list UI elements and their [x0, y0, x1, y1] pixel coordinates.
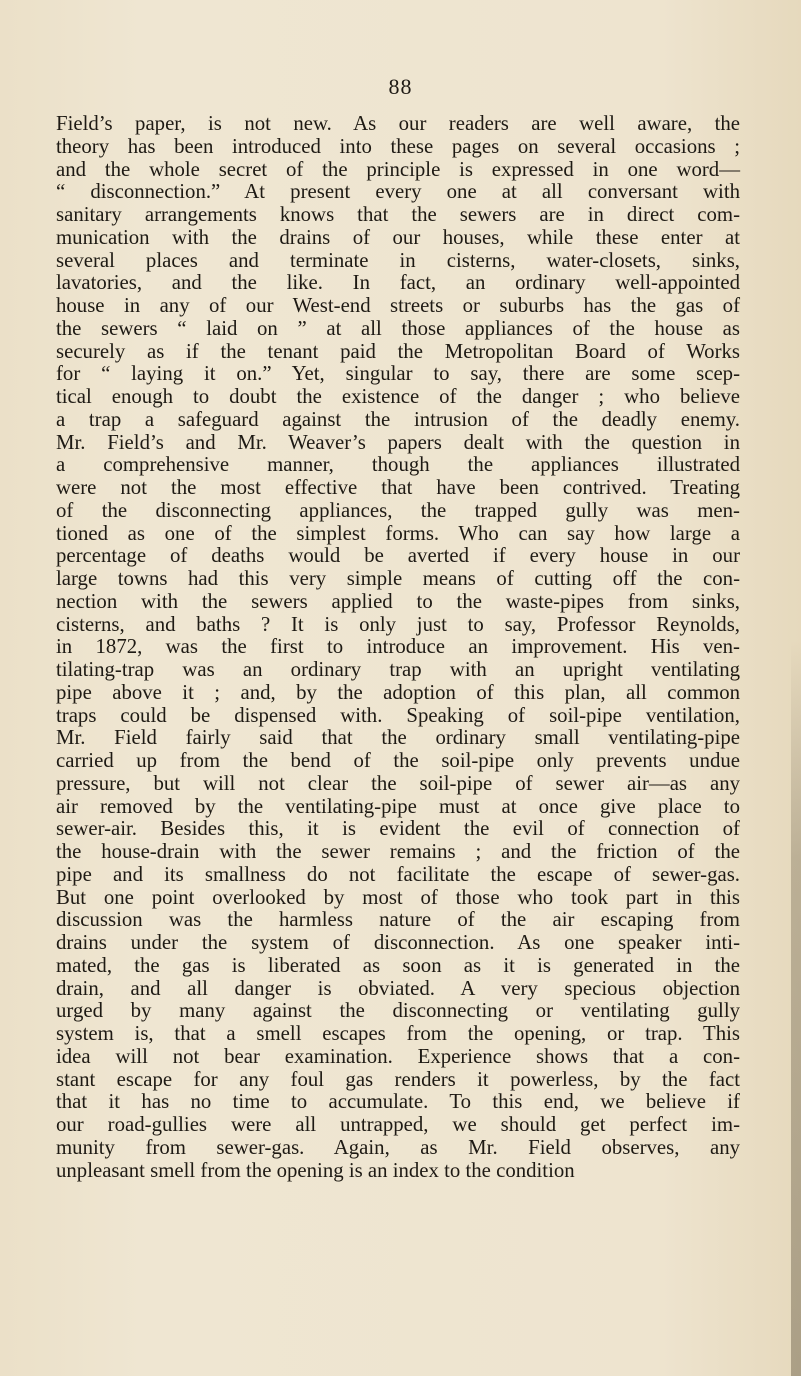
text-line: But one point overlooked by most of those who took part in this — [56, 885, 740, 909]
text-line: urged by many against the disconnecting or ventilating gully — [56, 999, 740, 1023]
text-line: unpleasant smell from the opening is an index to the condition — [56, 1158, 575, 1182]
text-line: pressure, but will not clear the soil-pipe of sewer air—as any — [56, 771, 740, 795]
text-line: drains under the system of disconnection. As one speaker inti- — [56, 931, 740, 954]
text-line: Mr. Field fairly said that the ordinary small ventilating-pipe — [56, 726, 740, 750]
text-line: Field’s paper, is not new. As our readers are well aware, the — [56, 112, 740, 135]
text-line: pipe above it ; and, by the adoption of this plan, all common — [56, 680, 740, 704]
text-line: house in any of our West-end streets or suburbs has the gas of — [56, 294, 740, 317]
text-line: air removed by the ventilating-pipe must at once give place to — [56, 794, 740, 818]
text-line: munication with the drains of our houses, while these enter at — [56, 225, 740, 249]
text-line: lavatories, and the like. In fact, an ordinary well-appointed — [56, 271, 740, 295]
text-line: our road-gullies were all untrapped, we should get perfect im- — [56, 1113, 740, 1136]
text-line: nection with the sewers applied to the waste-pipes from sinks, — [56, 589, 740, 613]
text-line: stant escape for any foul gas renders it powerless, by the fact — [56, 1067, 740, 1091]
text-line: tioned as one of the simplest forms. Who can say how large a — [56, 521, 740, 545]
text-line: a trap a safeguard against the intrusion of the deadly enemy. — [56, 407, 740, 431]
text-line: the sewers “ laid on ” at all those appliances of the house as — [56, 316, 740, 340]
text-line: and the whole secret of the principle is expressed in one word— — [56, 157, 740, 181]
page-number: 88 — [388, 74, 413, 99]
text-line: idea will not bear examination. Experience shows that a con- — [56, 1044, 740, 1068]
text-line: in 1872, was the first to introduce an improvement. His ven- — [56, 635, 740, 659]
text-line: Mr. Field’s and Mr. Weaver’s papers dealt with the question in — [56, 430, 740, 454]
text-line: sanitary arrangements knows that the sewers are in direct com- — [56, 203, 740, 226]
page-edge-shadow — [791, 640, 801, 1376]
text-line: sewer-air. Besides this, it is evident the evil of connection of — [56, 817, 740, 841]
text-line: percentage of deaths would be averted if every house in our — [56, 544, 740, 568]
text-line: securely as if the tenant paid the Metropolitan Board of Works — [56, 339, 740, 363]
text-line: mated, the gas is liberated as soon as it is generated in the — [56, 953, 740, 977]
text-line: the house-drain with the sewer remains ; and the friction of the — [56, 840, 740, 863]
text-line: of the disconnecting appliances, the trapped gully was men- — [56, 498, 740, 522]
text-line: tilating-trap was an ordinary trap with an upright ventilating — [56, 658, 740, 681]
text-line: theory has been introduced into these pages on several occasions ; — [56, 134, 740, 158]
text-line: carried up from the bend of the soil-pipe only prevents undue — [56, 749, 740, 772]
text-line: “ disconnection.” At present every one at all conversant with — [56, 180, 740, 204]
text-line: a comprehensive manner, though the appliances illustrated — [56, 453, 740, 477]
text-line: that it has no time to accumulate. To this end, we believe if — [56, 1090, 740, 1114]
text-line: system is, that a smell escapes from the opening, or trap. This — [56, 1022, 740, 1045]
text-line: pipe and its smallness do not facilitate the escape of sewer-gas. — [56, 862, 740, 886]
text-line: for “ laying it on.” Yet, singular to say, there are some scep- — [56, 362, 740, 386]
text-line: were not the most effective that have been contrived. Treating — [56, 476, 740, 499]
text-line: drain, and all danger is obviated. A very specious objection — [56, 976, 740, 1000]
body-text — [56, 113, 740, 1182]
text-line: munity from sewer-gas. Again, as Mr. Field observes, any — [56, 1135, 740, 1159]
text-line: cisterns, and baths ? It is only just to say, Professor Reynolds, — [56, 612, 740, 636]
text-line: tical enough to doubt the existence of the danger ; who believe — [56, 385, 740, 408]
text-line: large towns had this very simple means of cutting off the con- — [56, 567, 740, 590]
text-line: discussion was the harmless nature of the air escaping from — [56, 908, 740, 932]
text-line: several places and terminate in cisterns, water-closets, sinks, — [56, 248, 740, 272]
text-line: traps could be dispensed with. Speaking of soil-pipe ventilation, — [56, 703, 740, 727]
